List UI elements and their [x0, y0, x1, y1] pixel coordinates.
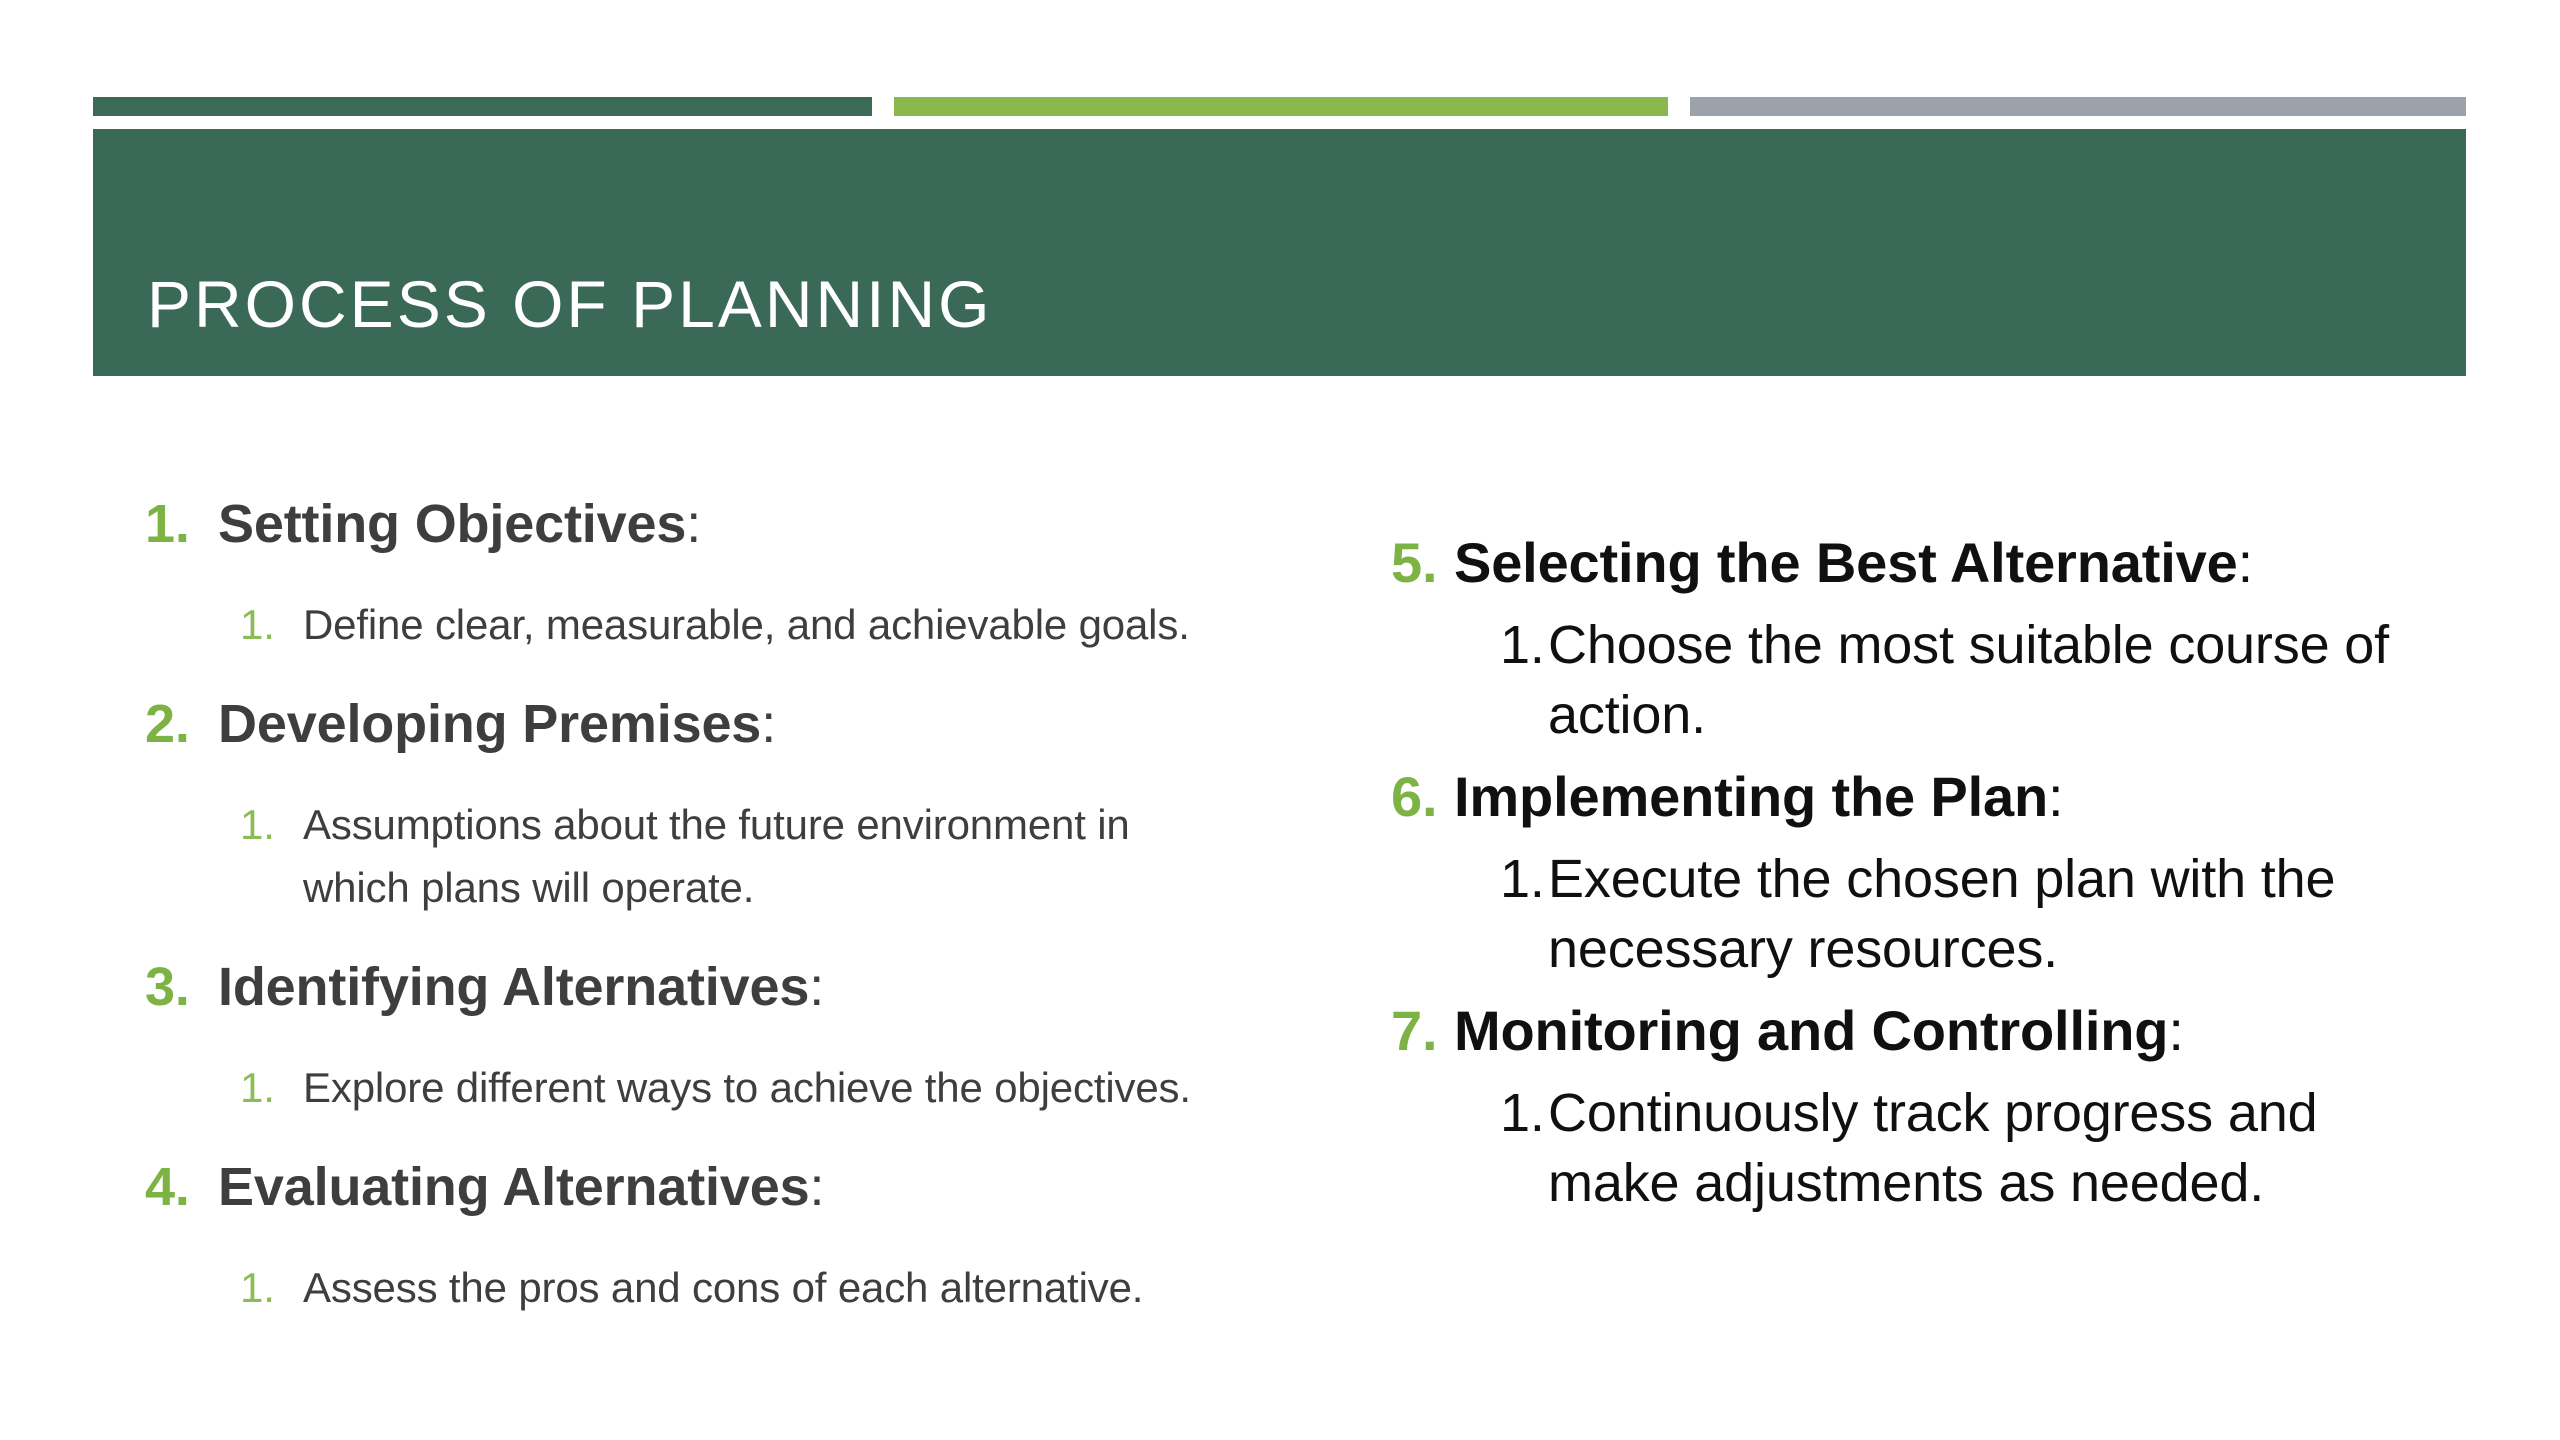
- item-number: 2.: [145, 694, 190, 754]
- item-colon: :: [686, 494, 702, 554]
- item-number: 4.: [145, 1157, 190, 1217]
- subitem-number: 1.: [1500, 1083, 1545, 1143]
- accent-bar: [93, 97, 2466, 116]
- list-item-6: [1391, 762, 2511, 984]
- item-title: Monitoring and Controlling:: [1454, 999, 2184, 1062]
- list-item-7: [1391, 996, 2511, 1218]
- list-item-heading: [1391, 762, 2511, 832]
- item-colon: :: [809, 957, 825, 1017]
- subitem-text: Assess the pros and cons of each alternative.: [303, 1264, 1144, 1311]
- subitem-number: 1.: [1500, 615, 1545, 675]
- list-item-heading: [145, 690, 1375, 758]
- item-title: Evaluating Alternatives:: [218, 1157, 825, 1217]
- list-item-heading: [145, 953, 1375, 1021]
- list-item-4: [145, 1153, 1375, 1319]
- subitem-text: Define clear, measurable, and achievable goals.: [303, 601, 1190, 648]
- item-number: 5.: [1391, 531, 1438, 594]
- subitem-text: Explore different ways to achieve the objectives.: [303, 1064, 1191, 1111]
- list-item-heading: [145, 490, 1375, 558]
- list-item-3: [145, 953, 1375, 1119]
- item-number: 1.: [145, 494, 190, 554]
- subitem-number: 1.: [1500, 849, 1545, 909]
- item-title: Developing Premises:: [218, 694, 777, 754]
- accent-bar-segment-light-green: [894, 97, 1668, 116]
- item-title: Identifying Alternatives:: [218, 957, 825, 1017]
- subitem-number: 1.: [240, 1264, 275, 1311]
- list-subitem: [240, 593, 1375, 656]
- list-subitem: [1500, 844, 2511, 984]
- list-item-heading: [145, 1153, 1375, 1221]
- item-number: 6.: [1391, 765, 1438, 828]
- accent-bar-segment-dark-green: [93, 97, 872, 116]
- list-item-1: [145, 490, 1375, 656]
- item-colon: :: [809, 1157, 825, 1217]
- subitem-text: Choose the most suitable course of action.: [1548, 615, 2390, 745]
- list-subitem: [240, 1056, 1375, 1119]
- subitem-number: 1.: [240, 601, 275, 648]
- list-subitem: [240, 1256, 1375, 1319]
- subitem-number: 1.: [240, 1064, 275, 1111]
- slide-title: PROCESS OF PLANNING: [147, 267, 993, 341]
- item-colon: :: [2048, 765, 2064, 828]
- item-colon: :: [2168, 999, 2184, 1062]
- item-colon: :: [761, 694, 777, 754]
- accent-bar-segment-gray: [1690, 97, 2466, 116]
- title-band: [93, 129, 2466, 376]
- item-colon: :: [2237, 531, 2253, 594]
- right-column: [1391, 528, 2511, 1230]
- left-column: [145, 490, 1375, 1353]
- item-number: 7.: [1391, 999, 1438, 1062]
- subitem-number: 1.: [240, 801, 275, 848]
- list-subitem: [1500, 1078, 2511, 1218]
- subitem-text: Assumptions about the future environment in which plans will operate.: [303, 801, 1130, 911]
- list-item-heading: [1391, 996, 2511, 1066]
- item-number: 3.: [145, 957, 190, 1017]
- list-item-2: [145, 690, 1375, 919]
- list-subitem: [1500, 610, 2511, 750]
- subitem-text: Execute the chosen plan with the necessary resources.: [1548, 849, 2336, 979]
- list-item-heading: [1391, 528, 2511, 598]
- subitem-text: Continuously track progress and make adjustments as needed.: [1548, 1083, 2318, 1213]
- list-item-5: [1391, 528, 2511, 750]
- item-title: Selecting the Best Alternative:: [1454, 531, 2253, 594]
- item-title: Setting Objectives:: [218, 494, 702, 554]
- item-title: Implementing the Plan:: [1454, 765, 2064, 828]
- list-subitem: [240, 793, 1375, 919]
